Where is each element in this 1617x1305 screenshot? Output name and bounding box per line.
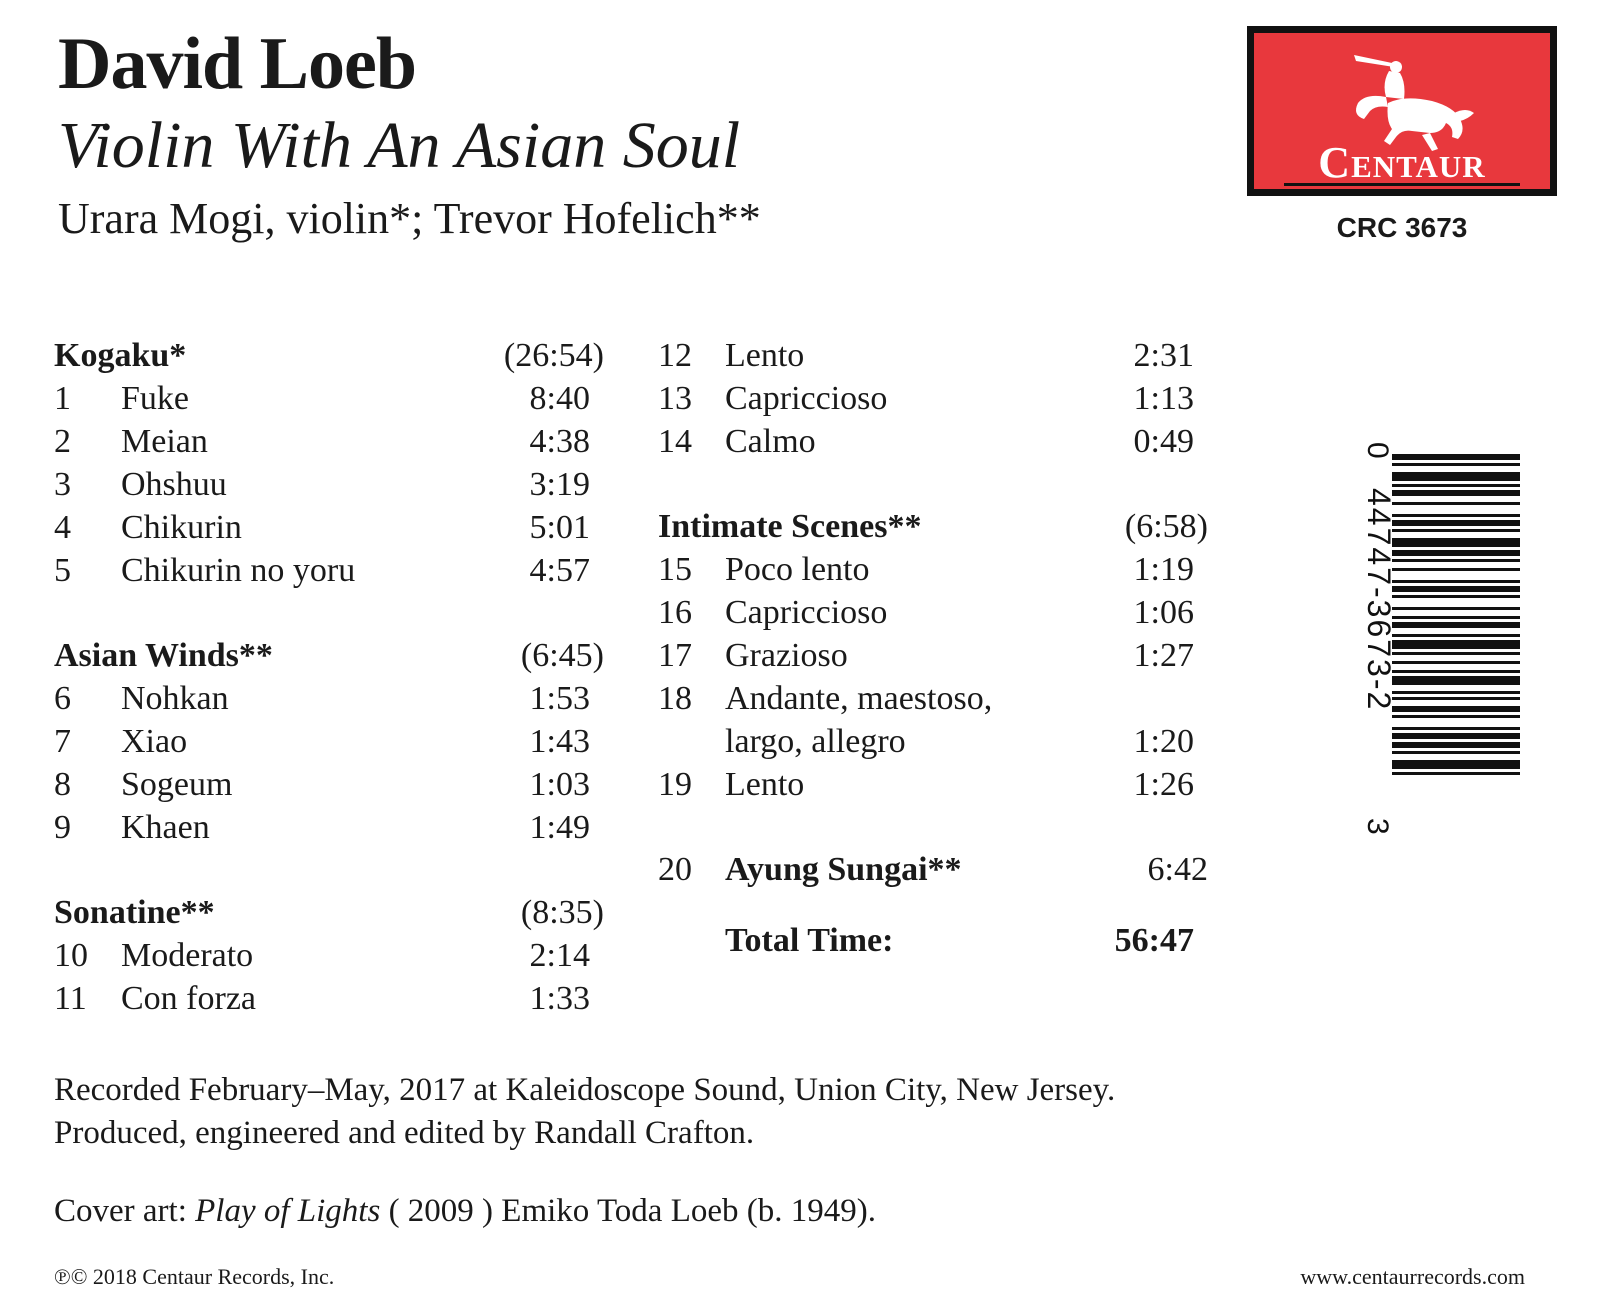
track-time: 1:43 — [529, 723, 590, 760]
track-name: Ohshuu — [121, 466, 227, 503]
track-number: 8 — [54, 766, 71, 803]
track-time: 4:57 — [529, 552, 590, 589]
track-number: 5 — [54, 552, 71, 589]
track-time: 1:03 — [529, 766, 590, 803]
barcode-bar — [1392, 595, 1520, 598]
track-name: Capriccioso — [725, 594, 888, 631]
track-name: Calmo — [725, 423, 816, 460]
track-name: Khaen — [121, 809, 210, 846]
track-name-continued: largo, allegro — [725, 723, 906, 760]
tracklist-column-2 — [658, 334, 1208, 962]
track-row — [54, 377, 604, 420]
work-title: Ayung Sungai** — [725, 851, 962, 888]
barcode-bar — [1392, 706, 1520, 712]
track-number: 11 — [54, 980, 87, 1017]
track-time: 1:26 — [1133, 766, 1194, 803]
barcode-bar — [1392, 550, 1520, 556]
track-number: 18 — [658, 680, 692, 717]
track-number: 15 — [658, 551, 692, 588]
logo-wordmark: Centaur — [1318, 138, 1486, 187]
barcode-bar — [1392, 652, 1520, 655]
cover-art-prefix: Cover art: — [54, 1193, 196, 1229]
track-row — [54, 763, 604, 806]
track-row — [54, 977, 604, 1020]
barcode-bar — [1392, 670, 1520, 673]
track-time: 1:19 — [1133, 551, 1194, 588]
track-number: 3 — [54, 466, 71, 503]
barcode-bar — [1392, 616, 1520, 619]
track-number: 2 — [54, 423, 71, 460]
barcode-bar — [1392, 463, 1520, 466]
track-row — [658, 420, 1208, 463]
barcode-bar — [1392, 622, 1520, 628]
barcode-bar — [1392, 715, 1520, 718]
barcode-bar — [1392, 529, 1520, 532]
track-row — [54, 720, 604, 763]
spacer — [658, 463, 1208, 505]
barcode-bar — [1392, 580, 1520, 583]
track-row — [658, 677, 1208, 720]
track-row — [54, 806, 604, 849]
barcode-bar — [1392, 607, 1520, 610]
track-time: 1:49 — [529, 809, 590, 846]
album-subtitle: Violin With An Asian Soul — [58, 109, 741, 182]
website-url: www.centaurrecords.com — [1300, 1264, 1525, 1289]
centaur-logo — [1247, 26, 1557, 196]
track-time: 4:38 — [529, 423, 590, 460]
track-number: 9 — [54, 809, 71, 846]
work-heading-ayung-sungai — [658, 848, 1208, 891]
track-name: Moderato — [121, 937, 254, 974]
track-row — [54, 463, 604, 506]
track-row-continued — [658, 720, 1208, 763]
work-duration: (8:35) — [520, 894, 604, 931]
barcode-digits — [1358, 440, 1398, 850]
barcode-bar — [1392, 691, 1520, 694]
track-name: Andante, maestoso, — [725, 680, 993, 717]
track-name: Con forza — [121, 980, 257, 1017]
track-time: 1:20 — [1133, 723, 1194, 760]
track-name: Poco lento — [725, 551, 870, 588]
album-artist-title: David Loeb — [58, 23, 417, 105]
barcode-bar — [1392, 634, 1520, 637]
recording-location-line: Recorded February–May, 2017 at Kaleidoscope Sound, Union City, New Jersey. — [54, 1072, 1116, 1108]
track-number: 4 — [54, 509, 71, 546]
track-name: Lento — [725, 337, 805, 374]
track-time: 1:27 — [1133, 637, 1194, 674]
barcode-last-digit: 3 — [1361, 818, 1394, 835]
barcode-bar — [1392, 640, 1520, 649]
spacer — [54, 849, 604, 891]
track-row — [54, 549, 604, 592]
track-number: 10 — [54, 937, 88, 974]
track-number: 17 — [658, 637, 692, 674]
barcode-bar — [1392, 733, 1520, 739]
track-row — [658, 377, 1208, 420]
work-title: Intimate Scenes** — [658, 508, 922, 545]
track-number: 1 — [54, 380, 71, 417]
barcode-bar — [1392, 490, 1520, 496]
track-time: 1:06 — [1133, 594, 1194, 631]
track-number: 13 — [658, 380, 692, 417]
track-time: 1:33 — [529, 980, 590, 1017]
spacer — [658, 806, 1208, 848]
track-time: 0:49 — [1133, 423, 1194, 460]
cover-art-suffix: ( 2009 ) Emiko Toda Loeb (b. 1949). — [380, 1193, 876, 1229]
spacer — [658, 891, 1208, 919]
track-name: Xiao — [121, 723, 188, 760]
track-row — [658, 763, 1208, 806]
barcode-middle-digits: 44747-3673-2 — [1361, 488, 1397, 712]
performers-line: Urara Mogi, violin*; Trevor Hofelich** — [58, 194, 761, 243]
track-number: 14 — [658, 423, 692, 460]
catalog-number: CRC 3673 — [1336, 212, 1468, 243]
copyright-notice: ℗© 2018 Centaur Records, Inc. — [54, 1264, 335, 1289]
work-duration: (6:45) — [520, 637, 604, 674]
track-name: Grazioso — [725, 637, 848, 674]
barcode-bar — [1392, 538, 1520, 547]
total-time-row — [658, 919, 1208, 962]
track-row — [658, 591, 1208, 634]
barcode-bar — [1392, 472, 1520, 481]
track-time: 8:40 — [529, 380, 590, 417]
work-heading-asian-winds — [54, 634, 604, 677]
tracklist-column-1 — [54, 334, 604, 1020]
track-row — [54, 677, 604, 720]
barcode-bar — [1392, 502, 1520, 505]
cover-art-title: Play of Lights — [195, 1193, 381, 1229]
track-name: Nohkan — [121, 680, 229, 717]
track-row — [658, 634, 1208, 677]
barcode-bar — [1392, 676, 1520, 685]
barcode-bar — [1392, 697, 1520, 700]
total-time-value: 56:47 — [1114, 922, 1194, 959]
barcode-bar — [1392, 559, 1520, 562]
track-row — [54, 934, 604, 977]
track-row — [658, 548, 1208, 591]
cover-art-credit — [54, 1193, 876, 1230]
track-name: Fuke — [121, 380, 189, 417]
track-time: 5:01 — [529, 509, 590, 546]
track-row — [54, 420, 604, 463]
track-time: 1:13 — [1133, 380, 1194, 417]
track-name: Lento — [725, 766, 805, 803]
barcode-bar — [1392, 661, 1520, 664]
barcode-bar — [1392, 742, 1520, 748]
barcode-bar — [1392, 772, 1520, 775]
track-number: 20 — [658, 851, 692, 888]
barcode-bar — [1392, 514, 1520, 517]
barcode-bar — [1392, 760, 1520, 769]
work-duration: (6:58) — [1124, 508, 1208, 545]
barcode-first-digit: 0 — [1361, 442, 1394, 459]
track-name: Chikurin no yoru — [121, 552, 356, 589]
track-number: 7 — [54, 723, 71, 760]
work-title: Asian Winds** — [54, 637, 273, 674]
barcode-bar — [1392, 454, 1520, 460]
track-name: Meian — [121, 423, 208, 460]
barcode-bar — [1392, 751, 1520, 754]
track-number: 6 — [54, 680, 71, 717]
barcode-bar — [1392, 727, 1520, 730]
track-time: 2:14 — [529, 937, 590, 974]
work-duration: (26:54) — [503, 337, 604, 374]
track-row — [658, 334, 1208, 377]
track-name: Chikurin — [121, 509, 242, 546]
track-name: Sogeum — [121, 766, 233, 803]
barcode — [1350, 440, 1540, 850]
barcode-bar — [1392, 484, 1520, 487]
work-heading-sonatine — [54, 891, 604, 934]
track-row — [54, 506, 604, 549]
total-time-label: Total Time: — [725, 922, 894, 959]
track-time: 2:31 — [1133, 337, 1194, 374]
work-duration: 6:42 — [1147, 851, 1208, 888]
work-heading-kogaku — [54, 334, 604, 377]
track-number: 19 — [658, 766, 692, 803]
barcode-bar — [1392, 520, 1520, 526]
producer-line: Produced, engineered and edited by Randall Crafton. — [54, 1115, 755, 1151]
track-number: 12 — [658, 337, 692, 374]
track-time: 3:19 — [529, 466, 590, 503]
work-title: Sonatine** — [54, 894, 215, 931]
track-time: 1:53 — [529, 680, 590, 717]
work-heading-intimate-scenes — [658, 505, 1208, 548]
barcode-bar — [1392, 568, 1520, 571]
work-title: Kogaku* — [54, 337, 187, 374]
spacer — [54, 592, 604, 634]
barcode-bar — [1392, 586, 1520, 592]
track-number: 16 — [658, 594, 692, 631]
recording-credits — [54, 1069, 1115, 1155]
track-name: Capriccioso — [725, 380, 888, 417]
